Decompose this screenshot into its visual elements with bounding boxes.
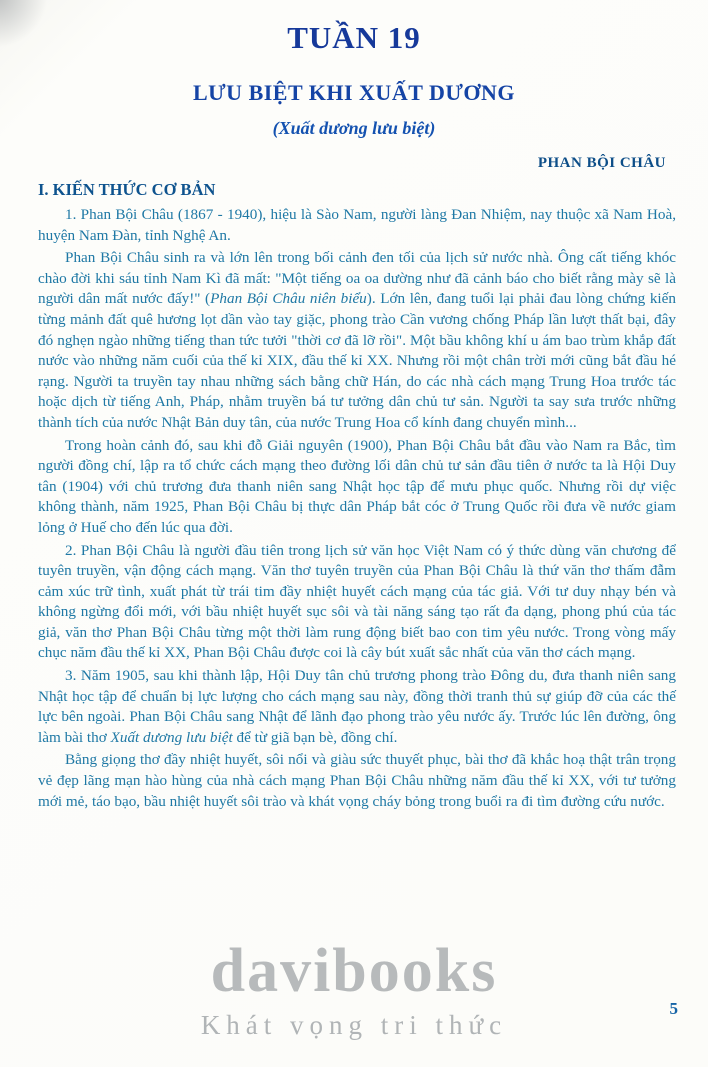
text-segment: ). Lớn lên, đang tuổi lại phải đau lòng chứng kiến từng mảnh đất quê hương lọt dần vào tay giặc, phong trào Cần vương chống Pháp lần lượt thất bại, đây đó nghẹn ngào những tiếng than tức tưởi "thời cơ đã lỡ rồi". Một bầu không khí u ám bao trùm khắp đất nước vào những năm cuối của thế kỉ XIX, đầu thế kỉ XX. Nhưng rồi một chân trời mới cũng bắt đầu hé rạng. Người ta truyền tay nhau những sách bằng chữ Hán, do các nhà cách mạng Trung Hoa trước tác hoặc dịch từ tiếng Anh, Pháp, nhằm truyền bá tư tưởng dân chủ tư sản. Người ta say sưa trước những thành tích của nước Nhật Bản duy tân, của nước Trung Hoa cổ kính đang chuyển mình... <box>38 290 676 431</box>
paragraph <box>38 436 676 539</box>
book-title-italic-text: Phan Bội Châu niên biểu <box>210 290 367 308</box>
author-name: PHAN BỘI CHÂU <box>537 155 666 171</box>
paragraph <box>38 248 676 433</box>
watermark-slogan: Khát vọng tri thức <box>200 1010 508 1040</box>
text-segment: 1. Phan Bội Châu (1867 - 1940), hiệu là Sào Nam, người làng Đan Nhiệm, nay thuộc xã Nam Hoà, huyện Nam Đàn, tỉnh Nghệ An. <box>38 206 676 244</box>
lesson-title: LƯU BIỆT KHI XUẤT DƯƠNG <box>193 80 515 105</box>
paragraph <box>38 750 676 812</box>
paragraph <box>38 541 676 665</box>
page-number: 5 <box>669 999 678 1018</box>
watermark <box>0 938 708 1041</box>
week-title: TUẦN 19 <box>287 20 421 55</box>
paragraph <box>38 666 676 748</box>
text-segment: 3. Năm 1905, sau khi thành lập, Hội Duy tân chủ trương phong trào Đông du, đưa thanh niên sang Nhật học tập để chuẩn bị lực lượng cho cách mạng sau này, đồng thời tranh thủ sự giúp đỡ của các thế lực bên ngoài. Phan Bội Châu sang Nhật để lãnh đạo phong trào yêu nước ấy. Trước lúc lên đường, ông làm bài thơ <box>38 667 676 746</box>
text-segment: Trong hoàn cảnh đó, sau khi đỗ Giải nguyên (1900), Phan Bội Châu bắt đầu vào Nam ra Bắc, tìm người đồng chí, lập ra tổ chức cách mạng theo đường lối dân chủ tư sản đầu tiên ở nước ta là Hội Duy tân (1904) với chủ trương đưa thanh niên sang Nhật học tập để mưu phục quốc. Nhưng rồi dự việc không thành, năm 1925, Phan Bội Châu bị thực dân Pháp bắt cóc ở Trung Quốc rồi đưa về nước giam lỏng ở Huế cho đến lúc qua đời. <box>38 436 676 536</box>
body-text <box>38 205 676 812</box>
watermark-brand: davibooks <box>210 937 498 1005</box>
text-segment: 2. Phan Bội Châu là người đầu tiên trong lịch sử văn học Việt Nam có ý thức dùng văn chương để tuyên truyền, vận động cách mạng. Văn thơ tuyên truyền của Phan Bội Châu là thứ văn thơ thấm đẫm cảm xúc trữ tình, xuất phát từ trái tim đầy nhiệt huyết cách mạng của tác giả. Với tư duy nhạy bén và không ngừng đổi mới, với bầu nhiệt huyết sục sôi và tài năng sáng tạo rất đa dạng, phong phú của tác giả, văn thơ Phan Bội Châu từng một thời làm rung động biết bao con tim yêu nước. Trong vòng mấy chục năm đầu thế kỉ XX, Phan Bội Châu được coi là cây bút xuất sắc nhất của văn thơ cách mạng. <box>38 541 676 662</box>
text-segment: để từ giã bạn bè, đồng chí. <box>232 728 398 746</box>
paragraph <box>38 205 676 246</box>
book-title-italic-text: Xuất dương lưu biệt <box>110 728 233 746</box>
text-segment: Phan Bội Châu sinh ra và lớn lên trong bối cảnh đen tối của lịch sử nước nhà. Ông cất tiếng khóc chào đời khi sáu tỉnh Nam Kì đã mất: "Một tiếng oa oa dường như đã cảnh báo cho biết rằng mày sẽ là người dân mất nước đấy!" ( <box>38 249 676 308</box>
lesson-subtitle: (Xuất dương lưu biệt) <box>272 118 436 138</box>
section-heading: I. KIẾN THỨC CƠ BẢN <box>38 180 216 199</box>
text-segment: Bằng giọng thơ đầy nhiệt huyết, sôi nổi và giàu sức thuyết phục, bài thơ đã khắc hoạ thật trân trọng vẻ đẹp lãng mạn hào hùng của nhà cách mạng Phan Bội Châu những năm đầu thế kỉ XX, với tư tưởng mới mẻ, táo bạo, bầu nhiệt huyết sôi trào và khát vọng cháy bỏng trong buổi ra đi tìm đường cứu nước. <box>38 751 676 810</box>
